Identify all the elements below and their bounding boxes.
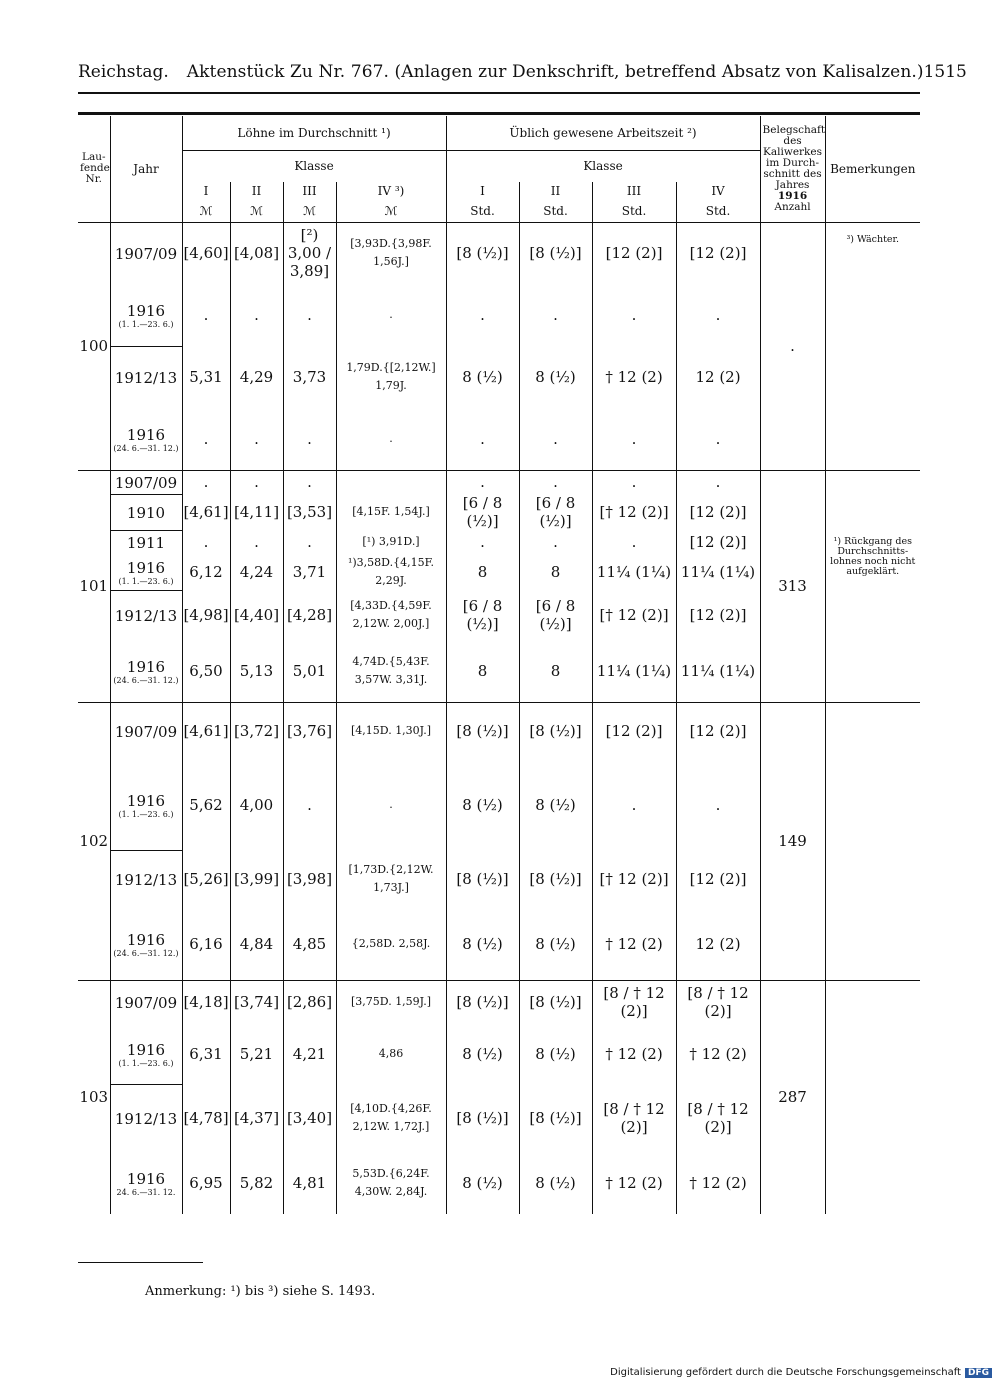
- value-cell: 4,86: [336, 1024, 446, 1084]
- year-period: (24. 6.—31. 12.): [113, 675, 179, 685]
- value-cell: [3,76]: [283, 702, 336, 760]
- year-period: (1. 1.—23. 6.): [118, 576, 174, 586]
- value-cell: [4,18]: [182, 980, 230, 1024]
- year-label: 1912/13: [114, 606, 178, 625]
- year-label: 1916: [126, 1040, 166, 1059]
- year-period: (1. 1.—23. 6.): [118, 1058, 174, 1068]
- value-cell: 8: [519, 640, 592, 702]
- year-label: 1910: [126, 503, 166, 522]
- value-cell: .: [230, 408, 283, 470]
- year-cell: [110, 530, 182, 554]
- value-cell: 8 (½): [446, 908, 519, 980]
- value-cell: 8 (½): [519, 908, 592, 980]
- belegschaft-unit: Anzahl: [774, 200, 811, 213]
- value-cell: [8 / † 12 (2)]: [676, 980, 760, 1024]
- value-cell: 5,82: [230, 1152, 283, 1214]
- belegschaft-value: 313: [760, 470, 825, 702]
- year-label: 1911: [126, 533, 166, 552]
- value-cell: 5,13: [230, 640, 283, 702]
- value-cell: [12 (2)]: [676, 590, 760, 640]
- klasse-col: IV: [676, 182, 760, 200]
- value-cell: [3,93D.{3,98F. 1,56J.]: [336, 222, 446, 284]
- value-cell: † 12 (2): [592, 1152, 676, 1214]
- value-cell: .: [336, 760, 446, 850]
- year-cell: [110, 346, 182, 408]
- dfg-logo: DFG: [965, 1368, 992, 1378]
- value-cell: .: [283, 760, 336, 850]
- remark-cell: [825, 702, 920, 980]
- value-cell: 6,16: [182, 908, 230, 980]
- value-cell: [²) 3,00 / 3,89]: [283, 222, 336, 284]
- year-label: 1907/09: [114, 244, 178, 263]
- value-cell: .: [592, 284, 676, 346]
- klasse-col: III: [283, 182, 336, 200]
- value-cell: .: [446, 470, 519, 494]
- value-cell: [4,10D.{4,26F. 2,12W. 1,72J.]: [336, 1084, 446, 1152]
- value-cell: † 12 (2): [676, 1152, 760, 1214]
- value-cell: .: [283, 408, 336, 470]
- unit-label: Std.: [519, 200, 592, 222]
- remark-cell: ³) Wächter.: [825, 222, 920, 470]
- value-cell: .: [519, 530, 592, 554]
- running-header: [78, 62, 967, 82]
- value-cell: [12 (2)]: [676, 850, 760, 908]
- value-cell: 12 (2): [676, 908, 760, 980]
- value-cell: 3,71: [283, 554, 336, 590]
- value-cell: [4,28]: [283, 590, 336, 640]
- value-cell: [12 (2)]: [592, 702, 676, 760]
- value-cell: [3,74]: [230, 980, 283, 1024]
- year-cell: [110, 222, 182, 284]
- row-number: 102: [78, 702, 110, 980]
- year-cell: [110, 702, 182, 760]
- value-cell: .: [283, 284, 336, 346]
- year-cell: [110, 908, 182, 980]
- value-cell: .: [446, 530, 519, 554]
- value-cell: 5,21: [230, 1024, 283, 1084]
- col-jahr: Jahr: [110, 116, 182, 222]
- value-cell: [8 (½)]: [446, 702, 519, 760]
- value-cell: [† 12 (2)]: [592, 850, 676, 908]
- value-cell: [8 (½)]: [519, 850, 592, 908]
- value-cell: 3,73: [283, 346, 336, 408]
- col-belegschaft: [760, 116, 825, 222]
- value-cell: [3,75D. 1,59J.]: [336, 980, 446, 1024]
- value-cell: [4,60]: [182, 222, 230, 284]
- wage-table: [78, 116, 920, 1214]
- value-cell: [12 (2)]: [676, 530, 760, 554]
- year-label: 1912/13: [114, 1109, 178, 1128]
- value-cell: [8 (½)]: [519, 702, 592, 760]
- klasse-col: IV ³): [336, 182, 446, 200]
- value-cell: .: [676, 470, 760, 494]
- year-label: 1912/13: [114, 368, 178, 387]
- value-cell: [8 (½)]: [446, 850, 519, 908]
- col-bemerkungen: Bemerkungen: [830, 161, 916, 176]
- value-cell: .: [182, 408, 230, 470]
- value-cell: .: [283, 470, 336, 494]
- value-cell: † 12 (2): [592, 346, 676, 408]
- table-row: [78, 222, 920, 284]
- table-body: [78, 222, 920, 1214]
- header-rule: [78, 92, 920, 94]
- value-cell: {2,58D. 2,58J.: [336, 908, 446, 980]
- value-cell: [4,37]: [230, 1084, 283, 1152]
- year-cell: [110, 554, 182, 590]
- value-cell: [8 / † 12 (2)]: [592, 1084, 676, 1152]
- value-cell: [8 / † 12 (2)]: [676, 1084, 760, 1152]
- year-period: (1. 1.—23. 6.): [118, 809, 174, 819]
- value-cell: [3,72]: [230, 702, 283, 760]
- value-cell: [4,11]: [230, 494, 283, 530]
- value-cell: [12 (2)]: [676, 222, 760, 284]
- year-cell: [110, 284, 182, 346]
- year-cell: [110, 1084, 182, 1152]
- year-cell: [110, 850, 182, 908]
- table-top-rule: [78, 112, 920, 115]
- value-cell: 6,95: [182, 1152, 230, 1214]
- value-cell: 4,24: [230, 554, 283, 590]
- value-cell: 4,29: [230, 346, 283, 408]
- value-cell: [12 (2)]: [676, 702, 760, 760]
- value-cell: [4,78]: [182, 1084, 230, 1152]
- value-cell: [2,86]: [283, 980, 336, 1024]
- value-cell: .: [519, 284, 592, 346]
- value-cell: .: [592, 530, 676, 554]
- value-cell: .: [519, 408, 592, 470]
- value-cell: .: [336, 408, 446, 470]
- year-cell: [110, 590, 182, 640]
- value-cell: [4,15F. 1,54J.]: [336, 494, 446, 530]
- value-cell: 4,21: [283, 1024, 336, 1084]
- year-cell: [110, 408, 182, 470]
- year-cell: [110, 1024, 182, 1084]
- belegschaft-year: 1916: [777, 189, 808, 202]
- value-cell: [12 (2)]: [676, 494, 760, 530]
- value-cell: 1,79D.{[2,12W.] 1,79J.: [336, 346, 446, 408]
- unit-label: ℳ: [182, 200, 230, 222]
- unit-label: Std.: [446, 200, 519, 222]
- value-cell: 6,50: [182, 640, 230, 702]
- year-cell: [110, 640, 182, 702]
- table-row: [78, 702, 920, 760]
- value-cell: 8 (½): [446, 1152, 519, 1214]
- value-cell: 8 (½): [519, 1024, 592, 1084]
- unit-label: ℳ: [336, 200, 446, 222]
- value-cell: 4,84: [230, 908, 283, 980]
- unit-label: ℳ: [283, 200, 336, 222]
- value-cell: .: [676, 760, 760, 850]
- value-cell: .: [592, 408, 676, 470]
- row-number: 100: [78, 222, 110, 470]
- year-label: 1907/09: [114, 722, 178, 741]
- year-cell: [110, 980, 182, 1024]
- year-label: 1916: [126, 558, 166, 577]
- value-cell: 11¼ (1¼): [676, 554, 760, 590]
- year-cell: [110, 760, 182, 850]
- belegschaft-value: 287: [760, 980, 825, 1214]
- value-cell: [6 / 8 (½)]: [446, 494, 519, 530]
- value-cell: .: [230, 470, 283, 494]
- unit-label: Std.: [676, 200, 760, 222]
- value-cell: [5,26]: [182, 850, 230, 908]
- value-cell: [6 / 8 (½)]: [519, 590, 592, 640]
- value-cell: 4,74D.{5,43F. 3,57W. 3,31J.: [336, 640, 446, 702]
- value-cell: .: [446, 408, 519, 470]
- year-cell: [110, 494, 182, 530]
- value-cell: .: [592, 470, 676, 494]
- year-period: 24. 6.—31. 12.: [116, 1188, 176, 1197]
- value-cell: [6 / 8 (½)]: [519, 494, 592, 530]
- value-cell: .: [676, 408, 760, 470]
- value-cell: 6,12: [182, 554, 230, 590]
- value-cell: [6 / 8 (½)]: [446, 590, 519, 640]
- value-cell: [4,61]: [182, 702, 230, 760]
- value-cell: 11¼ (1¼): [676, 640, 760, 702]
- value-cell: 8 (½): [446, 760, 519, 850]
- value-cell: † 12 (2): [592, 1024, 676, 1084]
- year-label: 1912/13: [114, 870, 178, 889]
- value-cell: .: [182, 530, 230, 554]
- value-cell: [336, 470, 446, 494]
- value-cell: [3,98]: [283, 850, 336, 908]
- page-number: 1515: [923, 62, 967, 82]
- unit-label: Std.: [592, 200, 676, 222]
- year-label: 1916: [126, 657, 166, 676]
- table-row: [78, 470, 920, 494]
- klasse-col: I: [182, 182, 230, 200]
- year-label: 1907/09: [114, 473, 178, 492]
- value-cell: 12 (2): [676, 346, 760, 408]
- table-row: [78, 980, 920, 1024]
- klasse-col: II: [519, 182, 592, 200]
- value-cell: 5,01: [283, 640, 336, 702]
- value-cell: ¹)3,58D.{4,15F. 2,29J.: [336, 554, 446, 590]
- value-cell: .: [230, 284, 283, 346]
- value-cell: [4,08]: [230, 222, 283, 284]
- value-cell: [8 (½)]: [446, 222, 519, 284]
- value-cell: 4,85: [283, 908, 336, 980]
- value-cell: .: [182, 284, 230, 346]
- value-cell: 11¼ (1¼): [592, 640, 676, 702]
- value-cell: 5,53D.{6,24F. 4,30W. 2,84J.: [336, 1152, 446, 1214]
- klasse-arbeitszeit: Klasse: [446, 150, 760, 182]
- value-cell: 8 (½): [519, 1152, 592, 1214]
- value-cell: .: [676, 284, 760, 346]
- value-cell: † 12 (2): [676, 1024, 760, 1084]
- year-cell: [110, 1152, 182, 1214]
- belegschaft-value: .: [760, 222, 825, 470]
- value-cell: [1,73D.{2,12W. 1,73J.]: [336, 850, 446, 908]
- value-cell: [¹) 3,91D.]: [336, 530, 446, 554]
- value-cell: [3,40]: [283, 1084, 336, 1152]
- value-cell: [3,53]: [283, 494, 336, 530]
- value-cell: .: [182, 470, 230, 494]
- value-cell: 8 (½): [446, 346, 519, 408]
- header-left: Reichstag.: [78, 62, 169, 82]
- year-label: 1916: [126, 425, 166, 444]
- value-cell: 8: [446, 554, 519, 590]
- value-cell: [8 (½)]: [519, 222, 592, 284]
- value-cell: 11¼ (1¼): [592, 554, 676, 590]
- unit-label: ℳ: [230, 200, 283, 222]
- year-period: (24. 6.—31. 12.): [113, 443, 179, 453]
- value-cell: .: [230, 530, 283, 554]
- year-label: 1916: [126, 1170, 166, 1188]
- value-cell: 8: [446, 640, 519, 702]
- value-cell: [4,40]: [230, 590, 283, 640]
- klasse-col: III: [592, 182, 676, 200]
- row-number: 103: [78, 980, 110, 1214]
- value-cell: 5,31: [182, 346, 230, 408]
- value-cell: [8 (½)]: [519, 1084, 592, 1152]
- year-label: 1916: [126, 301, 166, 320]
- value-cell: 6,31: [182, 1024, 230, 1084]
- value-cell: .: [592, 760, 676, 850]
- value-cell: [4,98]: [182, 590, 230, 640]
- value-cell: .: [336, 284, 446, 346]
- klasse-loehne: Klasse: [182, 150, 446, 182]
- remark-cell: [825, 980, 920, 1214]
- value-cell: [4,15D. 1,30J.]: [336, 702, 446, 760]
- value-cell: 8 (½): [446, 1024, 519, 1084]
- value-cell: [4,33D.{4,59F. 2,12W. 2,00J.]: [336, 590, 446, 640]
- footnote-rule: [78, 1262, 203, 1263]
- col-loehne: Löhne im Durchschnitt ¹): [182, 116, 446, 150]
- value-cell: 4,00: [230, 760, 283, 850]
- value-cell: † 12 (2): [592, 908, 676, 980]
- value-cell: [† 12 (2)]: [592, 494, 676, 530]
- klasse-col: II: [230, 182, 283, 200]
- value-cell: .: [446, 284, 519, 346]
- year-label: 1907/09: [114, 993, 178, 1012]
- value-cell: 5,62: [182, 760, 230, 850]
- value-cell: [12 (2)]: [592, 222, 676, 284]
- credit-text: Digitalisierung gefördert durch die Deutsche Forschungsgemeinschaft: [610, 1367, 961, 1378]
- belegschaft-label: Belegschaft des Kaliwerkes im Durch- schnitt des Jahres: [762, 123, 826, 191]
- value-cell: [4,61]: [182, 494, 230, 530]
- value-cell: .: [283, 530, 336, 554]
- remark-cell: ¹) Rückgang des Durchschnitts- lohnes noch nicht aufgeklärt.: [825, 470, 920, 702]
- value-cell: [8 (½)]: [446, 980, 519, 1024]
- year-label: 1916: [126, 791, 166, 810]
- belegschaft-value: 149: [760, 702, 825, 980]
- value-cell: [8 / † 12 (2)]: [592, 980, 676, 1024]
- digitization-credit: [610, 1367, 992, 1378]
- header-title: Aktenstück Zu Nr. 767. (Anlagen zur Denkschrift, betreffend Absatz von Kalisalzen.): [186, 62, 924, 82]
- year-period: (1. 1.—23. 6.): [118, 319, 174, 329]
- value-cell: [8 (½)]: [519, 980, 592, 1024]
- value-cell: 4,81: [283, 1152, 336, 1214]
- col-lfd-nr: Lau- fende Nr.: [78, 116, 110, 222]
- value-cell: [† 12 (2)]: [592, 590, 676, 640]
- footnote: Anmerkung: ¹) bis ³) siehe S. 1493.: [145, 1284, 376, 1299]
- col-arbeitszeit: Üblich gewesene Arbeitszeit ²): [446, 116, 760, 150]
- year-period: (24. 6.—31. 12.): [113, 948, 179, 958]
- klasse-col: I: [446, 182, 519, 200]
- row-number: 101: [78, 470, 110, 702]
- year-cell: [110, 470, 182, 494]
- value-cell: [3,99]: [230, 850, 283, 908]
- value-cell: .: [519, 470, 592, 494]
- value-cell: [8 (½)]: [446, 1084, 519, 1152]
- year-label: 1916: [126, 930, 166, 949]
- value-cell: 8 (½): [519, 346, 592, 408]
- value-cell: 8 (½): [519, 760, 592, 850]
- value-cell: 8: [519, 554, 592, 590]
